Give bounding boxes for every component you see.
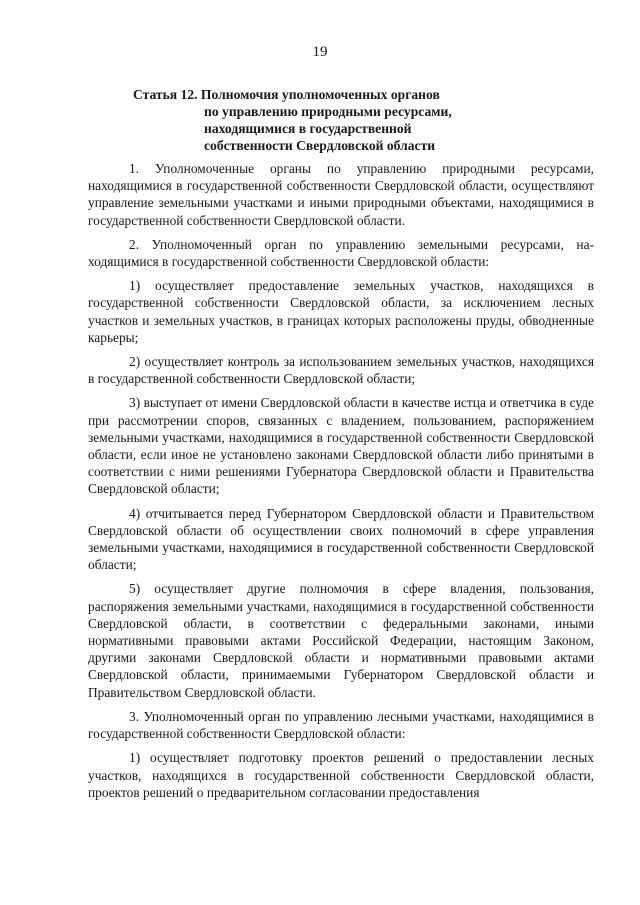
article-title-line-1: Статья 12. Полномочия уполномоченных органов	[133, 87, 440, 102]
paragraph-7: 5) осуществляет другие полномочия в сфере владения, пользования, распоряжения земельными участками, находящимися в государственной собственности Свердловской области, в соответствии с федеральными законами, иными нормативными правовыми актами Российской Федерации, настоящим Законом, другими законами Свердловской области и нормативными правовыми актами Свердловской области, принимаемыми Губернатором Свердловской области и Правительством Свердловской области.	[88, 581, 594, 700]
paragraph-2: 2. Уполномоченный орган по управлению земельными ресурсами, находящимися в государственной собственности Свердловской области:	[88, 236, 594, 270]
paragraph-8: 3. Уполномоченный орган по управлению лесными участками, находящимися в государственной собственности Свердловской области:	[88, 708, 594, 742]
paragraph-4: 2) осуществляет контроль за использованием земельных участков, находящихся в государственной собственности Свердловской области;	[88, 354, 594, 387]
article-title	[133, 86, 452, 154]
paragraph-1: 1. Уполномоченные органы по управлению природными ресурсами, находящимися в государственной собственности Свердловской области, осуществляют управление земельными участками и иными природными объектами, находящимися в государственной собственности Свердловской области.	[88, 161, 594, 228]
article-title-line-3: находящимися в государственной	[204, 121, 412, 136]
paragraph-5: 3) выступает от имени Свердловской области в качестве истца и ответчика в суде при рассмотрении споров, связанных с владением, пользованием, распоряжением земельными участками, находящимися в государственной собственности Свердловской области, если иное не установлено законами Свердловской области либо принятыми в соответствии с ними решениями Губернатора Свердловской области и Правительства Свердловской области;	[88, 395, 594, 497]
paragraph-3: 1) осуществляет предоставление земельных участков, находящихся в государственной собственности Свердловской области, за исключением лесных участков и земельных участков, в границах которых расположены пруды, обводненные карьеры;	[88, 278, 594, 345]
article-title-line-4: собственности Свердловской области	[204, 138, 436, 153]
paragraph-6: 4) отчитывается перед Губернатором Свердловской области и Правительством Свердловской области об осуществлении своих полномочий в сфере управления земельными участками, находящимися в государственной собственности Свердловской области;	[88, 505, 594, 573]
article-title-line-2: по управлению природными ресурсами,	[204, 104, 452, 119]
article-body	[88, 160, 594, 808]
paragraph-9: 1) осуществляет подготовку проектов решений о предоставлении лесных участков, находящихся в государственной собственности Свердловской области, проектов решений о предварительном согласовании предоставления	[88, 750, 594, 800]
page-number: 19	[312, 44, 328, 60]
